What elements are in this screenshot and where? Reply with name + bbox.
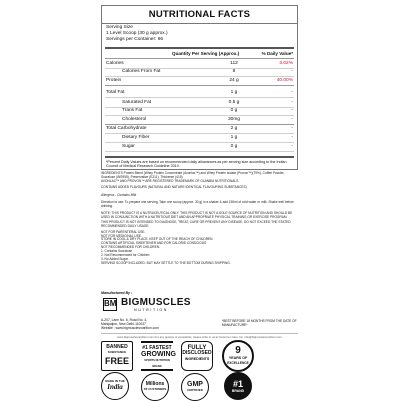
nutrient-quantity: 1 g bbox=[230, 135, 238, 140]
badge-text: FREE bbox=[104, 355, 129, 366]
badge-text: GMP bbox=[187, 381, 203, 388]
nutrient-quantity: 1 g bbox=[230, 90, 238, 95]
directions: Direction to use: To prepare one serving, Take one scoop (approx. 30 g) in a shaker & add 150ml of cold water or milk. Shake well before drinking. bbox=[101, 200, 294, 208]
nutrient-quantity: 24 g bbox=[229, 78, 239, 83]
warning-line: NOTE: THIS PRODUCT IS A NUTRACEUTICAL ONLY. THIS PRODUCT IS NOT A SOLE SOURCE OF NUTRITION AND SHOULD BE USED IN CONJUNCTION WITH A NUTRITIOUS DIET AND AN APPROPRIATE PHYSICAL TRAINING OR EXERCISE PROGRAM. bbox=[101, 211, 293, 219]
years-of-excellence-badge bbox=[222, 340, 254, 372]
nutrient-name: Calories bbox=[106, 61, 124, 66]
badge-text: 9 bbox=[235, 345, 241, 356]
warning-line: SERVING SCOOP INCLUDED. BUT MAY SETTLE TO THE BOTTOM DURING SHIPPING. bbox=[101, 260, 231, 265]
nutrient-daily-value: - bbox=[291, 135, 293, 140]
warning-line: THIS PRODUCT IS NOT INTENDED TO DIAGNOSE, TREAT, CURE OR PREVENT ANY DISEASE. DO NOT EXCEED THE STATED RECOMMENDED DAILY USAGE. bbox=[101, 220, 291, 229]
nutrient-quantity: 0 g bbox=[230, 144, 238, 149]
badge-text: BRAND bbox=[231, 389, 245, 393]
nutrient-daily-value: - bbox=[291, 144, 293, 149]
nutrient-row bbox=[102, 134, 297, 142]
allergens: Allergens - Contains Milk bbox=[101, 193, 137, 197]
header-daily-value: % Daily Value* bbox=[261, 51, 293, 56]
badge-text: Millions bbox=[145, 381, 165, 387]
badge-text: EXCELLENCE bbox=[227, 361, 249, 366]
contains-flavours: CONTAINS ADDED FLAVOURS (NATURAL AND NATURE IDENTICAL FLAVOURING SUBSTANCES) bbox=[101, 185, 247, 189]
badge-text: BANNED bbox=[106, 344, 128, 350]
nutrient-name: Cholesterol bbox=[122, 117, 147, 122]
badge-text: YEARS OF bbox=[228, 356, 248, 360]
fastest-growing-badge bbox=[141, 341, 176, 371]
nutrition-facts-panel bbox=[101, 5, 298, 170]
customer-care-line: www.bigmusclesnutrition.com For any queries or complaints, please write to us at Customer Care, Inc. info@bigmusclesnutrition.com bbox=[117, 335, 282, 339]
trademark-note: AVONLAC™ AND PROVON™ ARE REGISTERED TRADEMARK OF GLANBIA NUTRITIONALS. bbox=[101, 178, 240, 183]
manufacturer-address bbox=[101, 318, 221, 330]
gmp-certified-badge bbox=[181, 373, 209, 401]
manufactured-by: Manufactured By : bbox=[101, 291, 133, 295]
website: Website : www.bigmusclesnutrition.com bbox=[101, 326, 159, 330]
nutrient-row bbox=[102, 60, 297, 68]
header-quantity: Quantity Per Serving (Approx.) bbox=[172, 51, 240, 56]
nutrient-daily-value: 40.00% bbox=[276, 78, 293, 83]
brand-logo-sub: NUTRITION bbox=[134, 308, 168, 312]
nutrient-row bbox=[102, 77, 297, 85]
badge-text: GROWING bbox=[141, 351, 176, 359]
nutrient-row bbox=[102, 89, 297, 97]
nutrient-name: Protein bbox=[106, 78, 122, 83]
badge-text: CERTIFIED bbox=[187, 388, 203, 392]
warning-line: STORE IN COOL & DRY PLACE. KEEP OUT OF THE REACH OF CHILDREN. bbox=[101, 237, 214, 242]
warning-line: CONTAINS ARTIFICIAL SWEETENER AND FOR CALORIE CONSCIOUS bbox=[101, 241, 207, 246]
nutrient-row bbox=[102, 143, 297, 151]
servings-per-container: Servings per Container: 66 bbox=[106, 37, 164, 42]
nutrient-name: Total Fat bbox=[106, 90, 125, 95]
warning-line: NOT RECOMMENDED FOR CHILDREN. bbox=[101, 245, 160, 250]
ingredients-text bbox=[101, 172, 298, 184]
badge-text: FULLY bbox=[187, 345, 207, 351]
warning-line: NOT FOR MEDICINAL USE. bbox=[101, 233, 142, 238]
banned-substance-free-badge bbox=[101, 341, 133, 371]
divider bbox=[101, 333, 298, 334]
badge-text: OF CUSTOMERS bbox=[143, 387, 167, 392]
nutrient-name: Trans Fat bbox=[122, 108, 143, 113]
nutrient-row bbox=[102, 99, 297, 107]
nutrient-quantity: 112 bbox=[230, 61, 238, 66]
nutrient-quantity: 2 g bbox=[230, 126, 238, 131]
number-one-brand-badge bbox=[224, 372, 252, 400]
nutrient-row bbox=[102, 116, 297, 124]
nutrient-daily-value: - bbox=[291, 90, 293, 95]
nutrient-quantity: 30mg bbox=[228, 117, 240, 122]
divider bbox=[105, 97, 294, 98]
brand-logo-name: BIGMUSCLES bbox=[121, 297, 191, 308]
divider bbox=[105, 58, 294, 59]
panel-title: NUTRITIONAL FACTS bbox=[148, 9, 251, 20]
best-before: *BEST BEFORE 18 MONTHS FROM THE DATE OF MANUFACTURE* bbox=[222, 319, 297, 327]
nutrient-daily-value: - bbox=[291, 117, 293, 122]
badge-text: SPORTS NUTRITION BRAND bbox=[144, 359, 170, 368]
nutrient-daily-value: - bbox=[291, 69, 293, 74]
nutrient-row bbox=[102, 68, 297, 76]
badge-text: MADE IN THE bbox=[105, 379, 125, 383]
warning-line: 2. Not Recommended for Children bbox=[101, 253, 150, 258]
address-line: A-207, Lane No. 6, Road No. 4, bbox=[101, 318, 148, 322]
badge-text: SUBSTANCE bbox=[107, 350, 127, 355]
millions-of-customers-badge bbox=[141, 373, 169, 401]
badge-text: #1 FASTEST bbox=[142, 345, 172, 351]
serving-size-value: 1 Level Scoop (30 g approx.) bbox=[106, 31, 168, 36]
serving-size-label: Serving Size bbox=[106, 25, 133, 30]
badge-text: DISCLOSED bbox=[182, 350, 212, 357]
divider bbox=[105, 151, 294, 152]
divider bbox=[105, 85, 294, 86]
ingredients: INGREDIENTS Protein Blend (Whey Protein Concentrate (Avonlac™) and Whey Protein Isolate (Provon™)(79%), Coffee Powder, Sucralose (INS955), Preservative (E211), Thickener (415). bbox=[101, 171, 285, 179]
nutrient-name: Sugar bbox=[122, 144, 135, 149]
nutrient-name: Calories From Fat bbox=[122, 69, 161, 74]
divider bbox=[105, 156, 294, 158]
nutrient-daily-value: - bbox=[291, 100, 293, 105]
nutrient-name: Saturated Fat bbox=[122, 100, 152, 105]
badge-text: India bbox=[107, 383, 123, 392]
warning-line: 1. Contains Sucralose bbox=[101, 249, 133, 254]
warning-line: NOT FOR PARENTERAL USE. bbox=[101, 229, 146, 234]
brand-logo-mark: BM bbox=[103, 298, 117, 311]
divider bbox=[105, 47, 294, 49]
nutrient-name: Total Carbohydrate bbox=[106, 126, 147, 131]
nutrient-quantity: 8 bbox=[232, 69, 236, 74]
nutrient-daily-value: - bbox=[291, 108, 293, 113]
nutrient-quantity: 0 g bbox=[230, 108, 238, 113]
nutrient-quantity: 0.5 g bbox=[228, 100, 240, 105]
address-line: Mahipalpur, New Delhi-110037 bbox=[101, 322, 146, 326]
nutrient-daily-value: - bbox=[291, 126, 293, 131]
fully-disclosed-badge bbox=[181, 341, 213, 371]
nutrient-daily-value: 3.02% bbox=[279, 61, 293, 66]
warnings-list bbox=[101, 212, 298, 266]
made-in-india-badge bbox=[101, 372, 129, 400]
nutrient-row bbox=[102, 125, 297, 133]
footnote: *Percent Daily Values are based on recommended daily allowances as per serving size according to the Indian Council of Medical Research Guideline 2010. bbox=[106, 160, 287, 169]
badge-text: #1 bbox=[232, 379, 243, 389]
warning-line: 3. No Added Sugar bbox=[101, 256, 128, 261]
divider bbox=[102, 23, 297, 24]
nutrient-name: Dietary Fiber bbox=[122, 135, 150, 140]
nutrient-row bbox=[102, 107, 297, 115]
badge-text: INGREDIENTS bbox=[184, 356, 210, 361]
